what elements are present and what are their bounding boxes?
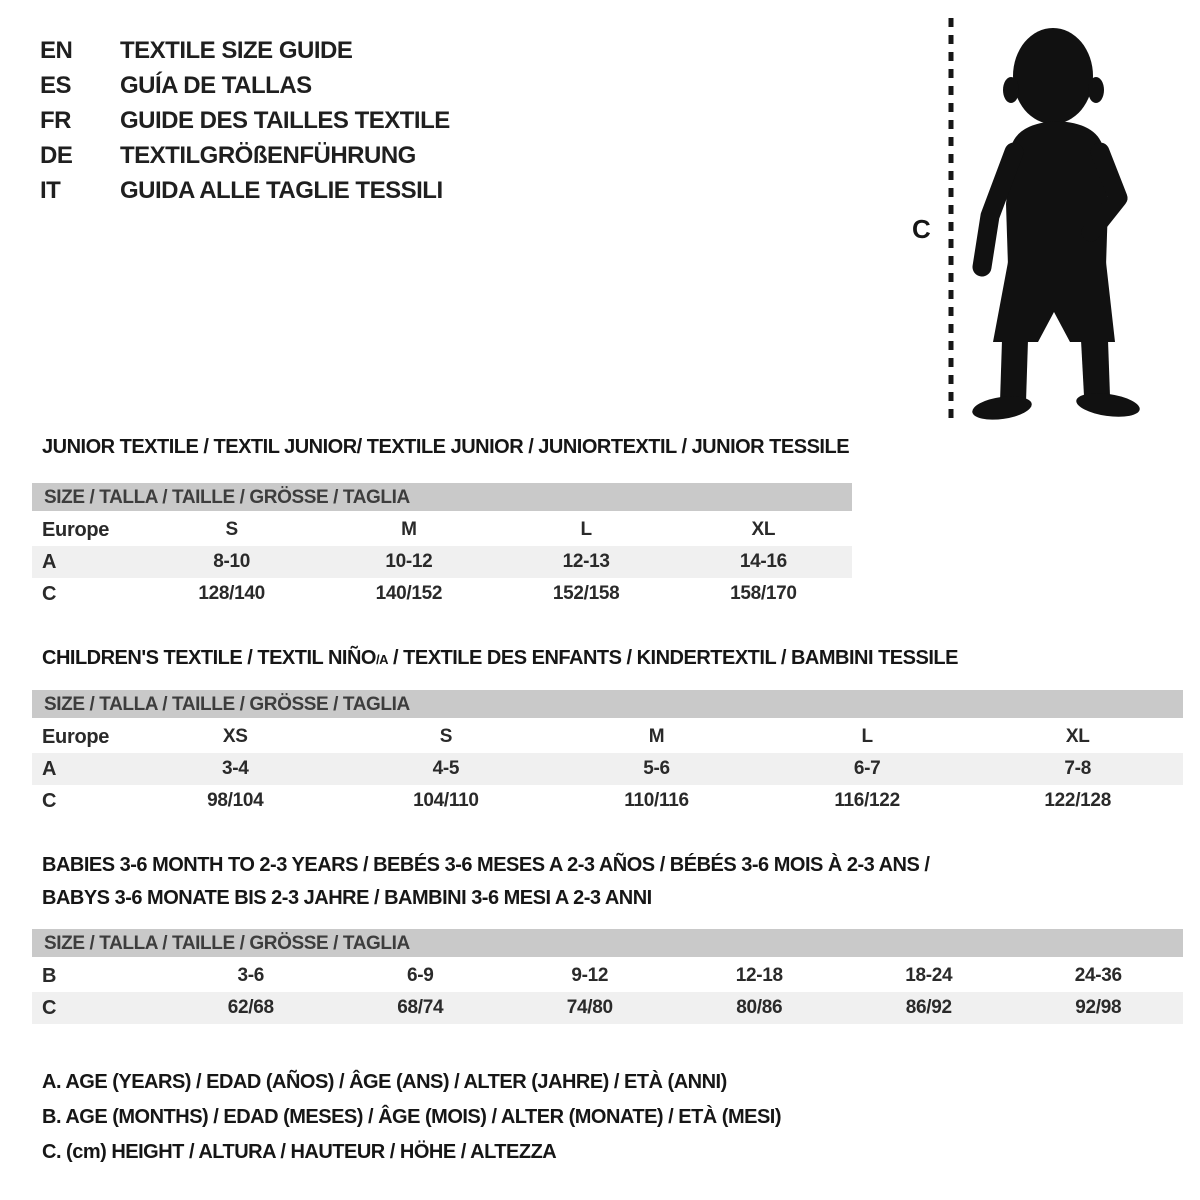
- size-header-bar: SIZE / TALLA / TAILLE / GRÖSSE / TAGLIA: [32, 929, 1183, 957]
- age-cell: 18-24: [905, 965, 953, 986]
- age-cell: 12-18: [735, 965, 783, 986]
- size-cell: S: [225, 519, 238, 540]
- height-cell: 104/110: [413, 790, 479, 811]
- junior-section-title: JUNIOR TEXTILE / TEXTIL JUNIOR/ TEXTILE JUNIOR / JUNIORTEXTIL / JUNIOR TESSILE: [42, 436, 850, 458]
- row-label: C: [42, 582, 57, 605]
- age-cell: 12-13: [562, 551, 610, 572]
- height-cell: 62/68: [227, 997, 274, 1018]
- row-label: B: [42, 964, 57, 987]
- age-cell: 24-36: [1074, 965, 1122, 986]
- language-code: DE: [40, 141, 73, 169]
- language-code: ES: [40, 71, 72, 99]
- age-cell: 6-9: [406, 965, 434, 986]
- row-label: C: [42, 996, 57, 1019]
- height-cell: 110/116: [624, 790, 689, 811]
- height-cell: 86/92: [905, 997, 952, 1018]
- size-cell: S: [439, 726, 453, 747]
- language-row-es: [40, 68, 450, 103]
- guide-title: TEXTILE SIZE GUIDE: [120, 36, 353, 64]
- age-cell: 7-8: [1064, 758, 1091, 779]
- height-cell: 152/158: [552, 583, 620, 604]
- guide-title: GUÍA DE TALLAS: [120, 71, 312, 99]
- size-cell: XS: [222, 726, 248, 747]
- table-row: [32, 514, 852, 546]
- size-cell: XL: [751, 519, 776, 540]
- age-cell: 8-10: [213, 551, 251, 572]
- language-code: FR: [40, 106, 71, 134]
- height-cell: 68/74: [397, 997, 444, 1018]
- age-cell: 6-7: [853, 758, 881, 779]
- size-cell: L: [861, 726, 873, 747]
- guide-title: TEXTILGRÖßENFÜHRUNG: [120, 141, 416, 169]
- height-cell: 116/122: [834, 790, 900, 811]
- height-measure-label: C: [912, 214, 931, 244]
- table-row: [32, 785, 1183, 817]
- language-row-it: [40, 173, 450, 208]
- row-label: A: [42, 550, 57, 573]
- size-cell: M: [401, 519, 417, 540]
- age-cell: 3-6: [237, 965, 265, 986]
- table-row: [32, 721, 1183, 753]
- babies-section-title-line1: BABIES 3-6 MONTH TO 2-3 YEARS / BEBÉS 3-6 MESES A 2-3 AÑOS / BÉBÉS 3-6 MOIS À 2-3 ANS /: [42, 854, 930, 876]
- size-cell: XL: [1065, 726, 1090, 747]
- language-row-fr: [40, 103, 450, 138]
- babies-size-table: [32, 929, 1183, 1024]
- height-cell: 80/86: [736, 997, 783, 1018]
- table-row: [32, 546, 852, 578]
- language-header: [40, 33, 450, 208]
- age-cell: 4-5: [432, 758, 460, 779]
- junior-size-table: [32, 483, 852, 610]
- children-title-part1: CHILDREN'S TEXTILE / TEXTIL NIÑO: [42, 647, 376, 669]
- language-row-en: [40, 33, 450, 68]
- children-title-sub: /A: [375, 652, 388, 667]
- age-cell: 14-16: [739, 551, 787, 572]
- age-cell: 3-4: [222, 758, 249, 779]
- language-code: EN: [40, 36, 73, 64]
- height-cell: 128/140: [198, 583, 265, 604]
- height-measure-line: [946, 18, 956, 420]
- age-cell: 5-6: [643, 758, 670, 779]
- height-cell: 74/80: [566, 997, 613, 1018]
- table-row: [32, 960, 1183, 992]
- footnote-age-months: B. AGE (MONTHS) / EDAD (MESES) / ÂGE (MOIS) / ALTER (MONATE) / ETÀ (MESI): [42, 1106, 782, 1128]
- row-label: Europe: [42, 725, 110, 748]
- height-cell: 92/98: [1075, 997, 1122, 1018]
- row-label: A: [42, 757, 57, 780]
- age-cell: 10-12: [385, 551, 433, 572]
- babies-section-title-line2: BABYS 3-6 MONATE BIS 2-3 JAHRE / BAMBINI 3-6 MESI A 2-3 ANNI: [42, 887, 652, 909]
- guide-title: GUIDE DES TAILLES TEXTILE: [120, 106, 450, 134]
- guide-title: GUIDA ALLE TAGLIE TESSILI: [120, 176, 443, 204]
- table-row: [32, 992, 1183, 1024]
- language-code: IT: [40, 176, 61, 204]
- row-label: C: [42, 789, 57, 812]
- row-label: Europe: [42, 518, 110, 541]
- table-row: [32, 753, 1183, 785]
- footnote-height-cm: C. (cm) HEIGHT / ALTURA / HAUTEUR / HÖHE / ALTEZZA: [42, 1141, 557, 1163]
- children-title-part2: / TEXTILE DES ENFANTS / KINDERTEXTIL / BAMBINI TESSILE: [387, 647, 958, 669]
- height-cell: 158/170: [730, 583, 797, 604]
- size-header-bar: SIZE / TALLA / TAILLE / GRÖSSE / TAGLIA: [32, 483, 852, 511]
- toddler-silhouette-icon: [960, 24, 1145, 424]
- children-section-title: [42, 647, 958, 670]
- age-cell: 9-12: [571, 965, 609, 986]
- height-cell: 98/104: [207, 790, 264, 811]
- size-cell: L: [580, 519, 592, 540]
- children-size-table: [32, 690, 1183, 817]
- height-cell: 140/152: [375, 583, 443, 604]
- language-row-de: [40, 138, 450, 173]
- size-cell: M: [648, 726, 665, 747]
- height-cell: 122/128: [1044, 790, 1111, 811]
- footnote-age-years: A. AGE (YEARS) / EDAD (AÑOS) / ÂGE (ANS) / ALTER (JAHRE) / ETÀ (ANNI): [42, 1071, 727, 1093]
- size-header-bar: SIZE / TALLA / TAILLE / GRÖSSE / TAGLIA: [32, 690, 1183, 718]
- table-row: [32, 578, 852, 610]
